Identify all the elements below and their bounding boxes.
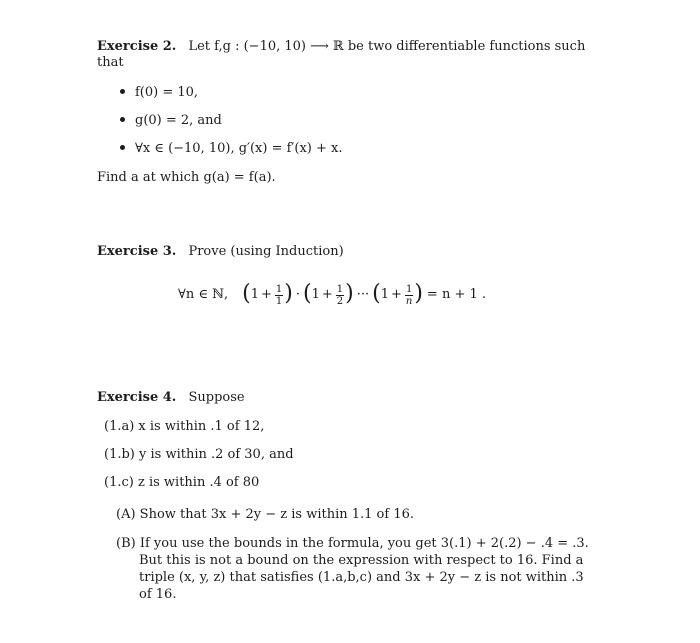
part-b-line: But this is not a bound on the expression with respect to 16. Find a <box>139 553 584 568</box>
formula-ellipsis: ··· <box>356 287 370 302</box>
left-paren: ( <box>242 281 251 306</box>
exercise-4-heading: Exercise 4. <box>97 390 177 405</box>
part-a: (A) Show that 3x + 2y − z is within 1.1 of 16. <box>116 507 415 522</box>
exercise-2-bullet: g(0) = 2, and <box>120 112 222 130</box>
exercise-3-heading: Exercise 3. <box>97 244 177 259</box>
exercise-2-intro <box>97 38 585 56</box>
exercise-2-heading: Exercise 2. <box>97 39 177 54</box>
left-paren: ( <box>303 281 312 306</box>
bullet-dot <box>120 117 125 122</box>
condition-item: (1.c) z is within .4 of 80 <box>104 475 260 490</box>
right-paren: ) <box>345 281 354 306</box>
fraction-one-over-two: $\frac{1}{2}$ <box>336 283 344 307</box>
right-paren: ) <box>414 281 423 306</box>
exercise-4-intro-text: Suppose <box>188 390 245 405</box>
bullet-dot <box>120 89 125 94</box>
left-paren: ( <box>372 281 381 306</box>
exercise-2-bullet: ∀x ∈ (−10, 10), g′(x) = f′(x) + x. <box>120 140 342 158</box>
exercise-2-bullet: f(0) = 10, <box>120 84 198 102</box>
right-paren: ) <box>284 281 293 306</box>
exercise-2-intro-line2: that <box>97 55 124 70</box>
exercise-2-intro-line1: Let f,g : (−10, 10) ⟶ ℝ be two differentiable functions such <box>188 39 586 54</box>
part-b-line: (B) If you use the bounds in the formula, you get 3(.1) + 2(.2) − .4 = .3. <box>116 536 589 551</box>
fraction-one-over-one: $\frac{1}{1}$ <box>275 283 283 307</box>
bullet-dot <box>120 145 125 150</box>
induction-formula: ∀n ∈ ℕ, ( 1 + $\frac{1}{1}$ ) · ( 1 + $\frac{1}{2}$ ) ··· ( 1 + $\frac{1}{n}$ ) = n + 1 . <box>178 278 486 312</box>
exercise-4-intro <box>97 389 245 407</box>
condition-item: (1.b) y is within .2 of 30, and <box>104 447 294 462</box>
fraction-one-over-n: $\frac{1}{n}$ <box>405 283 413 307</box>
part-b-line: triple (x, y, z) that satisfies (1.a,b,c) and 3x + 2y − z is not within .3 <box>139 570 584 585</box>
exercise-3-intro-text: Prove (using Induction) <box>188 244 344 259</box>
formula-quantifier: ∀n ∈ ℕ, <box>178 287 229 302</box>
formula-rhs: = n + 1 . <box>426 287 487 302</box>
exercise-3-intro <box>97 243 344 261</box>
exercise-2-question: Find a at which g(a) = f(a). <box>97 170 276 185</box>
condition-item: (1.a) x is within .1 of 12, <box>104 419 265 434</box>
part-b-line: of 16. <box>139 587 177 602</box>
